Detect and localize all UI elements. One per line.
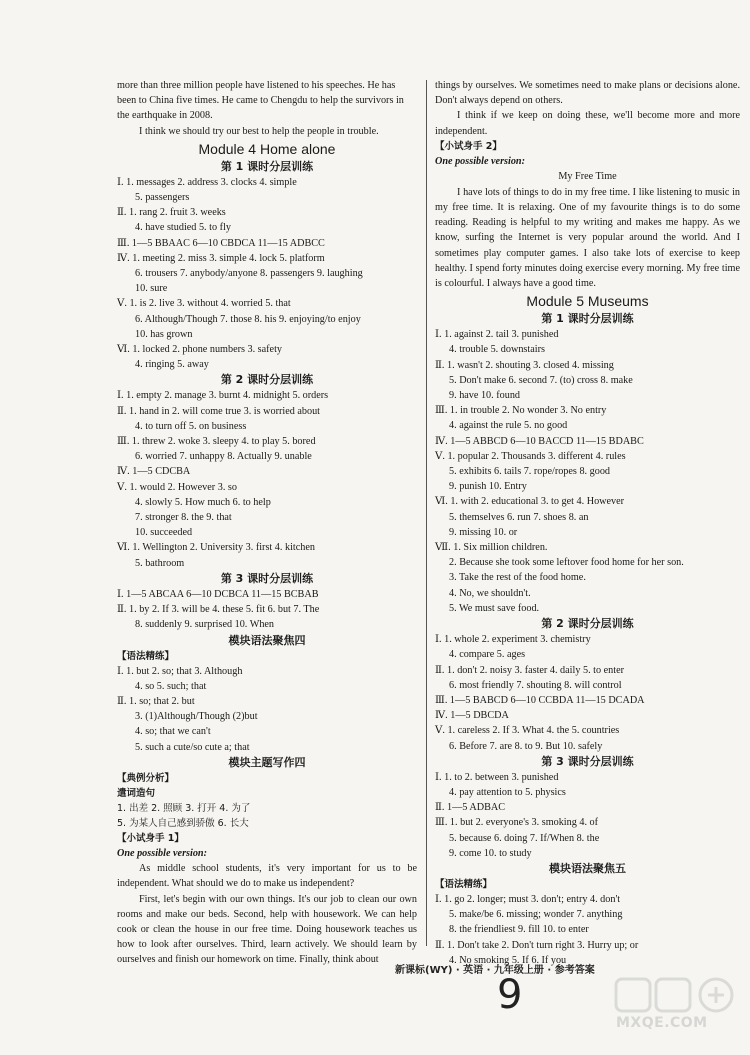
- answer-line: Ⅲ. 1—5 BBAAC 6—10 CBDCA 11—15 ADBCC: [117, 237, 325, 249]
- answer-line: 9. punish 10. Entry: [449, 481, 527, 493]
- right-column: [435, 78, 740, 968]
- text-line: more than three million people have listened to his speeches. He has: [117, 80, 396, 91]
- answer-line: 10. succeeded: [135, 527, 193, 539]
- answer-line: 5. such a cute/so cute a; that: [135, 741, 250, 753]
- essay-paragraph: I think if we keep on doing these, we'll become more and more independent.: [435, 110, 740, 137]
- lesson-title: 第 3 课时分层训练: [220, 571, 314, 585]
- left-column: [117, 78, 417, 968]
- section-tag: 【小试身手 2】: [435, 140, 502, 152]
- column-divider: [426, 80, 427, 946]
- answer-line: Ⅱ. 1. don't 2. noisy 3. faster 4. daily 5. to enter: [435, 664, 624, 676]
- page-number: 9: [497, 972, 523, 1018]
- answer-line: 10. has grown: [135, 328, 193, 340]
- answer-line: Ⅳ. 1—5 CDCBA: [117, 466, 191, 478]
- answer-line: Ⅳ. 1—5 DBCDA: [435, 710, 509, 722]
- answer-line: 10. sure: [135, 283, 168, 295]
- answer-block: [117, 175, 417, 373]
- answer-line: Ⅰ. 1. messages 2. address 3. clocks 4. simple: [117, 176, 297, 188]
- answer-line: Ⅵ. 1. Wellington 2. University 3. first 4. kitchen: [117, 542, 315, 554]
- answer-line: Ⅰ. 1. to 2. between 3. punished: [435, 771, 559, 783]
- page-footer: 新课标(WY) · 英语 · 九年级上册 · 参考答案: [395, 965, 595, 976]
- answer-line: 4. have studied 5. to fly: [135, 222, 231, 234]
- grammar-focus-title: 模块语法聚焦五: [549, 861, 626, 875]
- answer-line: Ⅲ. 1. threw 2. woke 3. sleepy 4. to play 5. bored: [117, 436, 316, 448]
- answer-line: 6. most friendly 7. shouting 8. will control: [449, 679, 622, 691]
- answer-line: 5. bathroom: [135, 557, 185, 569]
- answer-line: Ⅰ. 1. but 2. so; that 3. Although: [117, 665, 243, 677]
- answer-line: 5. 为某人自己感到骄傲 6. 长大: [117, 817, 249, 829]
- answer-block: [435, 632, 740, 754]
- section-tag: 【典例分析】: [117, 772, 175, 784]
- answer-line: Ⅰ. 1. whole 2. experiment 3. chemistry: [435, 634, 591, 646]
- version-label: One possible version:: [117, 848, 207, 860]
- module-4-title: Module 4 Home alone: [198, 140, 336, 157]
- answer-line: 5. themselves 6. run 7. shoes 8. an: [449, 511, 589, 523]
- answer-line: 7. stronger 8. the 9. that: [135, 512, 232, 524]
- answer-line: 5. because 6. doing 7. If/When 8. the: [449, 832, 600, 844]
- answer-line: Ⅳ. 1. meeting 2. miss 3. simple 4. lock 5. platform: [117, 252, 325, 264]
- answer-block: [435, 327, 740, 616]
- answer-line: 4. to turn off 5. on business: [135, 420, 247, 432]
- answer-line: Ⅰ. 1—5 ABCAA 6—10 DCBCA 11—15 BCBAB: [117, 588, 319, 600]
- essay-paragraph: As middle school students, it's very important for us to be independent. What should we do to make us independent?: [117, 863, 417, 890]
- answer-line: 5. Don't make 6. second 7. (to) cross 8. make: [449, 374, 633, 386]
- answer-line: Ⅴ. 1. would 2. However 3. so: [117, 481, 237, 493]
- answer-line: 4. compare 5. ages: [449, 649, 526, 661]
- answer-line: Ⅴ. 1. popular 2. Thousands 3. different 4. rules: [435, 450, 626, 462]
- left-top-lines: [117, 78, 417, 124]
- section-tag: 【语法精练】: [435, 878, 493, 890]
- answer-line: 6. trousers 7. anybody/anyone 8. passengers 9. laughing: [135, 268, 363, 280]
- answer-line: 4. No, we shouldn't.: [449, 587, 531, 599]
- answer-line: Ⅱ. 1. rang 2. fruit 3. weeks: [117, 207, 226, 219]
- answer-line: 5. exhibits 6. tails 7. rope/ropes 8. good: [449, 466, 611, 478]
- answer-line: Ⅱ. 1. hand in 2. will come true 3. is worried about: [117, 405, 320, 417]
- answer-line: 9. missing 10. or: [449, 526, 518, 538]
- essay-paragraph: I have lots of things to do in my free time. I like listening to music in my free time. It is relaxing. One of my favourite things is to do some reading. Reading is helpful to my writing and makes me happy. As we know, surfing the Internet is very popular around the world. And I sometimes play computer games. I also take lots of exercise to keep healthy. I spend forty minutes doing exercise every morning. My free time is colourful. I always have a good time.: [435, 186, 740, 290]
- answer-line: Ⅵ. 1. locked 2. phone numbers 3. safety: [117, 344, 283, 356]
- answer-line: Ⅱ. 1. so; that 2. but: [117, 695, 195, 707]
- answer-line: Ⅱ. 1. by 2. If 3. will be 4. these 5. fit 6. but 7. The: [117, 604, 320, 616]
- answer-line: 6. worried 7. unhappy 8. Actually 9. unable: [135, 451, 312, 463]
- lesson-title: 第 1 课时分层训练: [541, 312, 634, 326]
- answer-line: 4. ringing 5. away: [135, 359, 209, 371]
- lesson-title: 第 2 课时分层训练: [541, 617, 634, 631]
- answer-block: [117, 664, 417, 755]
- lesson-title: 第 2 课时分层训练: [220, 373, 314, 387]
- answer-block: [435, 770, 740, 861]
- writing-title: 模块主题写作四: [228, 755, 306, 769]
- answer-line: Ⅰ. 1. against 2. tail 3. punished: [435, 329, 559, 341]
- answer-line: 4. pay attention to 5. physics: [449, 786, 566, 798]
- version-label: One possible version:: [435, 155, 525, 167]
- answer-line: 5. We must save food.: [449, 602, 540, 614]
- answer-line: 8. suddenly 9. surprised 10. When: [135, 619, 275, 631]
- answer-line: 2. Because she took some leftover food home for her son.: [449, 557, 684, 569]
- answer-line: Ⅲ. 1. in trouble 2. No wonder 3. No entry: [435, 405, 607, 417]
- answer-line: 1. 出差 2. 照顾 3. 打开 4. 为了: [117, 802, 251, 814]
- answer-line: 8. the friendliest 9. fill 10. to enter: [449, 924, 589, 936]
- text-line: the earthquake in 2008.: [117, 110, 213, 122]
- answer-line: 4. so 5. such; that: [135, 680, 207, 692]
- essay-continued: things by ourselves. We sometimes need to make plans or decisions alone. Don't always depend on others.: [435, 80, 740, 107]
- answer-line: Ⅵ. 1. with 2. educational 3. to get 4. However: [435, 496, 625, 508]
- answer-line: Ⅱ. 1. wasn't 2. shouting 3. closed 4. missing: [435, 359, 614, 371]
- watermark-text: MXQE.COM: [616, 1015, 708, 1031]
- answer-line: Ⅳ. 1—5 ABBCD 6—10 BACCD 11—15 BDABC: [435, 435, 644, 447]
- answer-line: 5. passengers: [135, 192, 190, 204]
- answer-line: Ⅱ. 1—5 ADBAC: [435, 802, 506, 814]
- text-line: been to China five times. He came to Chengdu to help the survivors in: [117, 95, 404, 107]
- section-tag: 【语法精练】: [117, 650, 175, 662]
- paragraph: I think we should try our best to help the people in trouble.: [139, 125, 379, 137]
- section-tag: 【小试身手 1】: [117, 833, 184, 845]
- grammar-focus-title: 模块语法聚焦四: [228, 633, 306, 647]
- answer-line: Ⅱ. 1. Don't take 2. Don't turn right 3. Hurry up; or: [435, 939, 639, 951]
- subsection-label: 遣词造句: [117, 787, 156, 799]
- answer-line: Ⅰ. 1. empty 2. manage 3. burnt 4. midnight 5. orders: [117, 390, 329, 402]
- module-5-title: Module 5 Museums: [526, 293, 649, 310]
- answer-line: 6. Although/Though 7. those 8. his 9. enjoying/to enjoy: [135, 313, 361, 325]
- answer-line: 3. Take the rest of the food home.: [449, 572, 586, 584]
- answer-line: 9. come 10. to study: [449, 847, 532, 859]
- answer-line: Ⅲ. 1. but 2. everyone's 3. smoking 4. of: [435, 817, 599, 829]
- answer-line: 4. against the rule 5. no good: [449, 420, 568, 432]
- answer-line: 3. (1)Although/Though (2)but: [135, 711, 258, 723]
- answer-line: 5. make/be 6. missing; wonder 7. anything: [449, 909, 623, 921]
- answer-line: Ⅶ. 1. Six million children.: [435, 542, 548, 554]
- lesson-title: 第 1 课时分层训练: [220, 159, 314, 173]
- answer-line: 4. trouble 5. downstairs: [449, 344, 545, 356]
- answer-line: Ⅴ. 1. careless 2. If 3. What 4. the 5. countries: [435, 725, 620, 737]
- watermark-logo: [612, 975, 742, 1045]
- answer-block: [117, 388, 417, 570]
- watermark-icon: [612, 975, 742, 1017]
- essay-paragraph: First, let's begin with our own things. It's our job to clean our own rooms and make our beds. Second, help with housework. We can help cook or clean the house in our free time. Doing housework teaches us how to look after ourselves. Third, learn actively. We should learn by ourselves and finish our homework on time. Finally, think about: [117, 893, 417, 966]
- answer-line: Ⅲ. 1—5 BABCD 6—10 CCBDA 11—15 DCADA: [435, 694, 645, 706]
- essay-title: My Free Time: [558, 170, 617, 182]
- answer-block: [117, 587, 417, 633]
- answer-block: [435, 892, 740, 968]
- answer-line: 9. have 10. found: [449, 390, 521, 402]
- answer-line: 4. No smoking 5. If 6. If you: [449, 954, 567, 966]
- answer-line: Ⅰ. 1. go 2. longer; must 3. don't; entry 4. don't: [435, 893, 621, 905]
- lesson-title: 第 3 课时分层训练: [541, 754, 634, 768]
- answer-line: 6. Before 7. are 8. to 9. But 10. safely: [449, 740, 603, 752]
- answer-line: 4. slowly 5. How much 6. to help: [135, 496, 271, 508]
- answer-line: 4. so; that we can't: [135, 726, 211, 738]
- answer-line: Ⅴ. 1. is 2. live 3. without 4. worried 5. that: [117, 298, 291, 310]
